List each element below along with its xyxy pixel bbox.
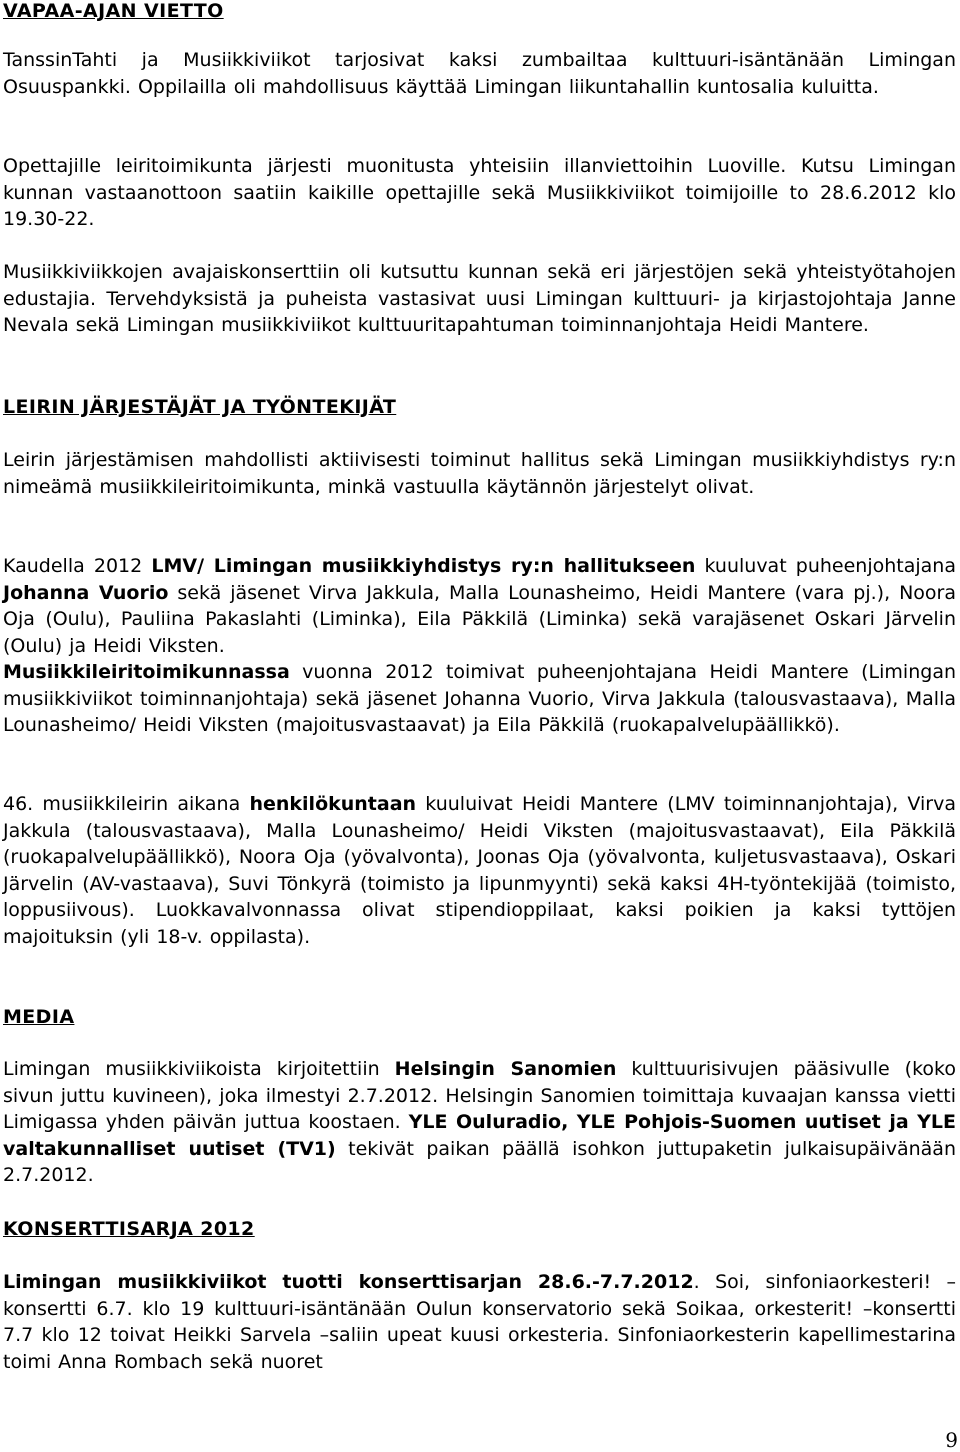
paragraph: [3, 553, 956, 659]
section-heading-leirin: LEIRIN JÄRJESTÄJÄT JA TYÖNTEKIJÄT: [3, 396, 397, 418]
bold-text: Johanna Vuorio: [3, 581, 169, 604]
paragraph: [3, 791, 956, 950]
bold-text: Limingan musiikkiviikot tuotti konserttisarjan 28.6.-7.7.2012: [3, 1271, 694, 1293]
bold-text: YLE Ouluradio, YLE Pohjois-Suomen uutiset ja YLE valtakunnalliset uutiset (TV1): [3, 1111, 956, 1160]
paragraph: Musiikkiviikkojen avajaiskonserttiin oli kutsuttu kunnan sekä eri järjestöjen sekä yhteistyötahojen edustajia. Tervehdyksistä ja puheista vastasivat uusi Limingan kulttuuri- ja kirjastojohtaja Janne Nevala sekä Limingan musiikkiviikot kulttuuritapahtuman toiminnanjohtaja Heidi Mantere.: [3, 261, 956, 336]
bold-text: Musiikkileiritoimikunnassa: [3, 661, 290, 683]
bold-text: Helsingin Sanomien: [394, 1058, 617, 1080]
text-run: kuuluvat puheenjohtajana: [695, 555, 956, 577]
paragraph: TanssinTahti ja Musiikkiviikot tarjosivat kaksi zumbailtaa kulttuuri-isäntänään Limingan Osuuspankki. Oppilailla oli mahdollisuus käyttää Limingan liikuntahallin kuntosalia kuluitta.: [3, 49, 956, 98]
text-run: . Soi, sinfoniaorkesteri! –konsertti 6.7. klo 19 kulttuuri-isäntänään Oulun konservatorio sekä Soikaa, orkesterit! –konsertti 7.7 klo 12 toivat Heikki Sarvela –saliin upeat kuusi orkesteria. Sinfoniaorkesterin kapellimestarina toimi Anna Rombach sekä nuoret: [3, 1271, 956, 1373]
paragraph: [3, 1056, 956, 1189]
section-heading-konserttisarja: KONSERTTISARJA 2012: [3, 1218, 255, 1240]
text-run: kuuluivat Heidi Mantere (LMV toiminnanjohtaja), Virva Jakkula (talousvastaava), Malla Lounasheimo/ Heidi Viksten (majoitusvastaavat), Eila Päkkilä (ruokapalvelupäällikkö), Noora Oja (yövalvonta), Joonas Oja (yövalvonta, kuljetusvastaava), Oskari Järvelin (AV-vastaava), Suvi Tönkyrä (toimisto ja lipunmyynti) sekä kaksi 4H-työntekijää (toimisto, loppusiivous). Luokkavalvonnassa olivat stipendioppilaat, kaksi poikien ja kaksi tyttöjen majoituksin (yli 18-v. oppilasta).: [3, 793, 956, 948]
page-number: 9: [945, 1428, 958, 1452]
bold-text: henkilökuntaan: [249, 793, 417, 815]
paragraph: Opettajille leiritoimikunta järjesti muonitusta yhteisiin illanviettoihin Luoville. Kutsu Limingan kunnan vastaanottoon saatiin kaikille opettajille sekä Musiikkiviikot toimijoille to 28.6.2012 klo 19.30-22.: [3, 155, 956, 230]
text-run: sekä jäsenet Virva Jakkula, Malla Lounasheimo, Heidi Mantere (vara pj.), Noora Oja (Oulu), Pauliina Pakaslahti (Liminka), Eila Päkkilä (Liminka) sekä varajäsenet Oskari Järvelin (Oulu) ja Heidi Viksten.: [3, 581, 956, 657]
bold-text: LMV/ Limingan musiikkiyhdistys ry:n hallitukseen: [151, 555, 696, 577]
text-run: tekivät paikan päällä isohkon juttupaketin julkaisupäivänään 2.7.2012.: [3, 1137, 956, 1186]
text-run: vuonna 2012 toimivat puheenjohtajana Heidi Mantere (Limingan musiikkiviikot toiminnanjohtaja) sekä jäsenet Johanna Vuorio, Virva Jakkula (talousvastaava), Malla Lounasheimo/ Heidi Viksten (majoitusvastaavat) ja Eila Päkkilä (ruokapalvelupäällikkö).: [3, 661, 956, 736]
text-run: 46. musiikkileirin aikana: [3, 793, 250, 815]
paragraph: [3, 1269, 956, 1375]
paragraph: [3, 659, 956, 739]
section-heading-vapaa-ajan: VAPAA-AJAN VIETTO: [3, 0, 224, 22]
paragraph: Leirin järjestämisen mahdollisti aktiivisesti toiminut hallitus sekä Limingan musiikkiyhdistys ry:n nimeämä musiikkileiritoimikunta, minkä vastuulla käytännön järjestelyt olivat.: [3, 449, 956, 498]
text-run: kulttuurisivujen pääsivulle (koko sivun juttu kuvineen), joka ilmestyi 2.7.2012. Helsingin Sanomien toimittaja kuvaajan kanssa vietti Limigassa yhden päivän juttua koostaen.: [3, 1058, 956, 1133]
text-run: Kaudella 2012: [3, 555, 152, 577]
text-run: Limingan musiikkiviikoista kirjoitettiin: [3, 1058, 395, 1080]
section-heading-media: MEDIA: [3, 1006, 75, 1028]
